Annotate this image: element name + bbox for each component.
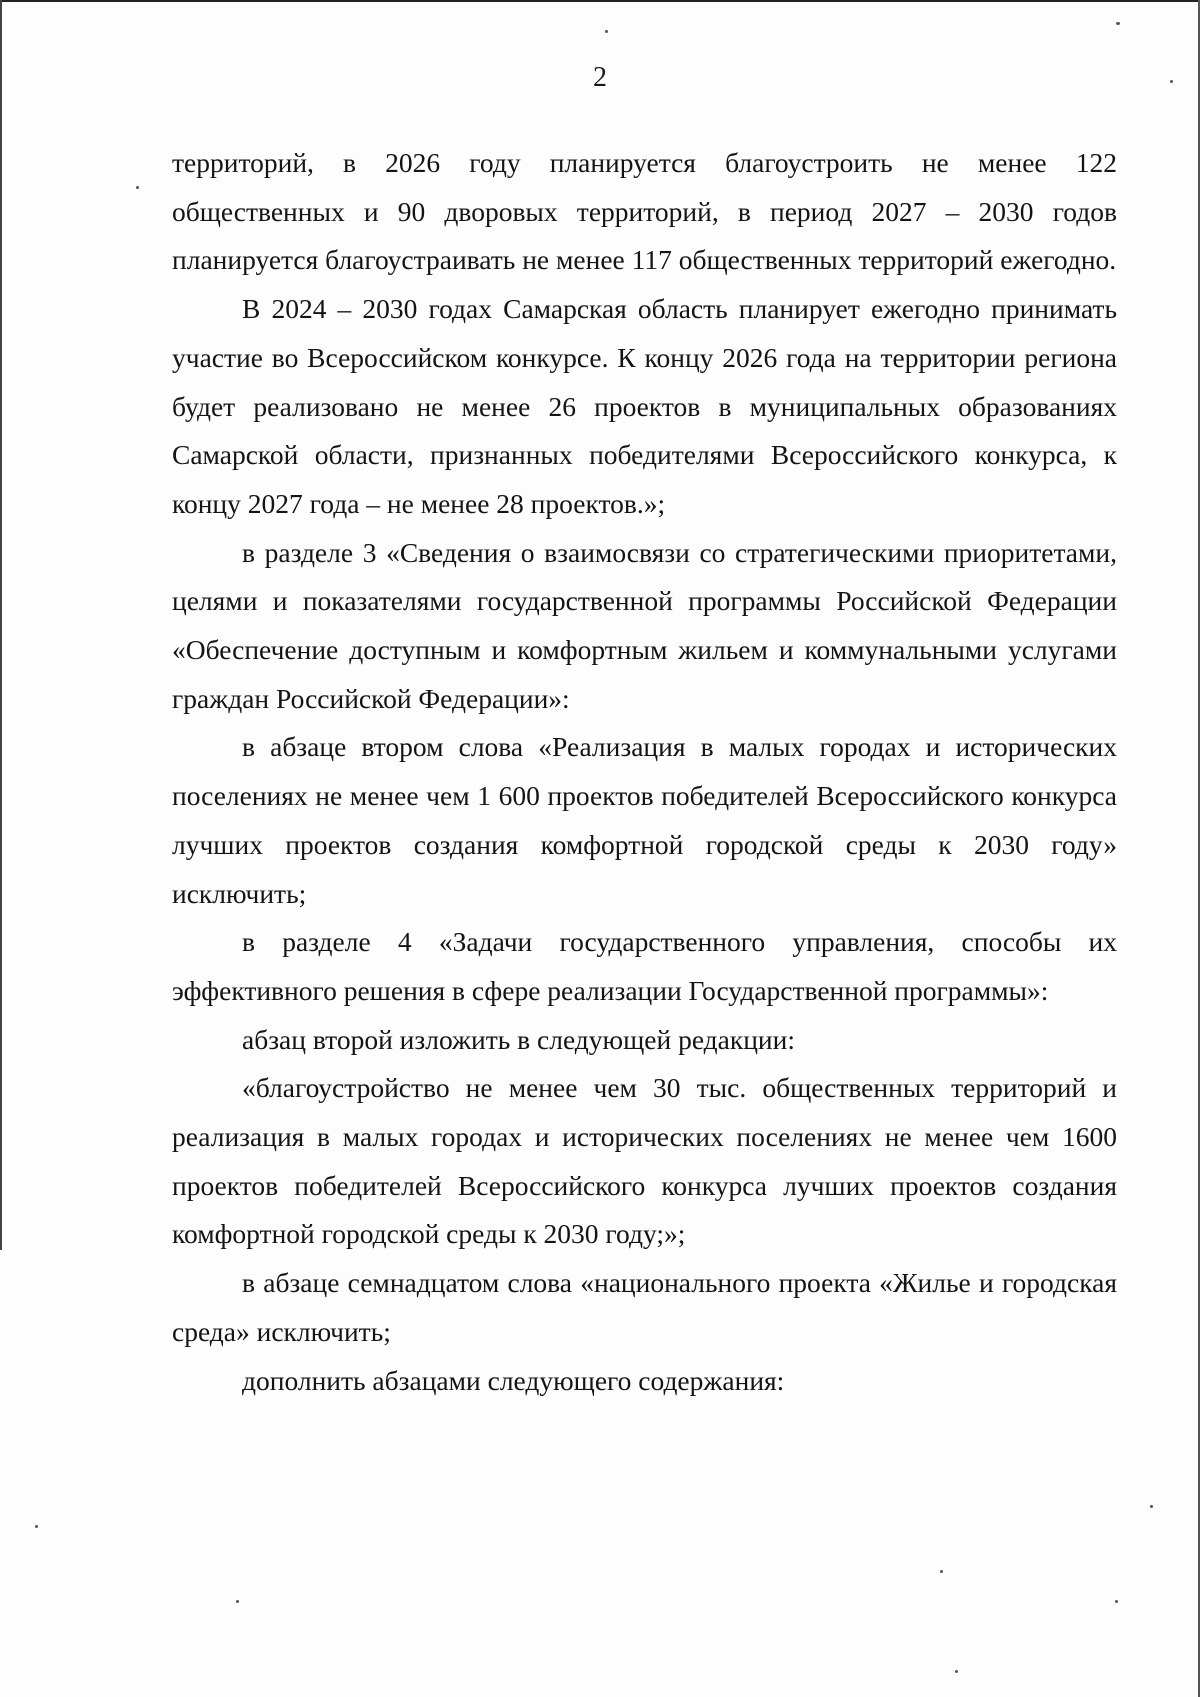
scan-speck — [1115, 1600, 1118, 1603]
paragraph: в абзаце семнадцатом слова «национального проекта «Жилье и городская среда» исключить; — [172, 1267, 1117, 1347]
scan-speck — [1170, 80, 1173, 83]
paragraph: дополнить абзацами следующего содержания: — [242, 1364, 785, 1396]
scan-speck — [605, 30, 608, 33]
scan-edge-top — [0, 0, 1200, 2]
paragraph: «благоустройство не менее чем 30 тыс. общественных территорий и реализация в малых городах и исторических поселениях не менее чем 1600 проектов победителей Всероссийского конкурса лучших проектов создания комфортной городской среды к 2030 году;»; — [172, 1072, 1117, 1250]
scan-speck — [1116, 22, 1120, 25]
scan-speck — [1150, 1505, 1153, 1508]
scan-speck — [136, 186, 139, 189]
paragraph: в абзаце втором слова «Реализация в малых городах и исторических поселениях не менее чем 1 600 проектов победителей Всероссийского конкурса лучших проектов создания комфортной городской среды к 2030 году» исключить; — [172, 731, 1117, 909]
scan-edge-left — [0, 0, 2, 1250]
scan-speck — [236, 1600, 239, 1603]
paragraph: В 2024 – 2030 годах Самарская область планирует ежегодно принимать участие во Всероссийском конкурсе. К концу 2026 года на территории региона будет реализовано не менее 26 проектов в муниципальных образованиях Самарской области, признанных победителями Всероссийского конкурса, к концу 2027 года – не менее 28 проектов.»; — [172, 293, 1117, 519]
scan-speck — [940, 1570, 943, 1573]
scan-speck — [35, 1525, 38, 1528]
document-body — [172, 139, 1117, 1405]
page-number: 2 — [593, 62, 607, 93]
paragraph: в разделе 4 «Задачи государственного управления, способы их эффективного решения в сфере реализации Государственной программы»: — [172, 926, 1117, 1006]
scan-speck — [955, 1670, 958, 1673]
paragraph: в разделе 3 «Сведения о взаимосвязи со стратегическими приоритетами, целями и показателями государственной программы Российской Федерации «Обеспечение доступным и комфортным жильем и коммунальными услугами граждан Российской Федерации»: — [172, 536, 1117, 714]
paragraph: абзац второй изложить в следующей редакции: — [242, 1023, 796, 1055]
paragraph: территорий, в 2026 году планируется благоустроить не менее 122 общественных и 90 дворовых территорий, в период 2027 – 2030 годов планируется благоустраивать не менее 117 общественных территорий ежегодно. — [172, 147, 1117, 276]
